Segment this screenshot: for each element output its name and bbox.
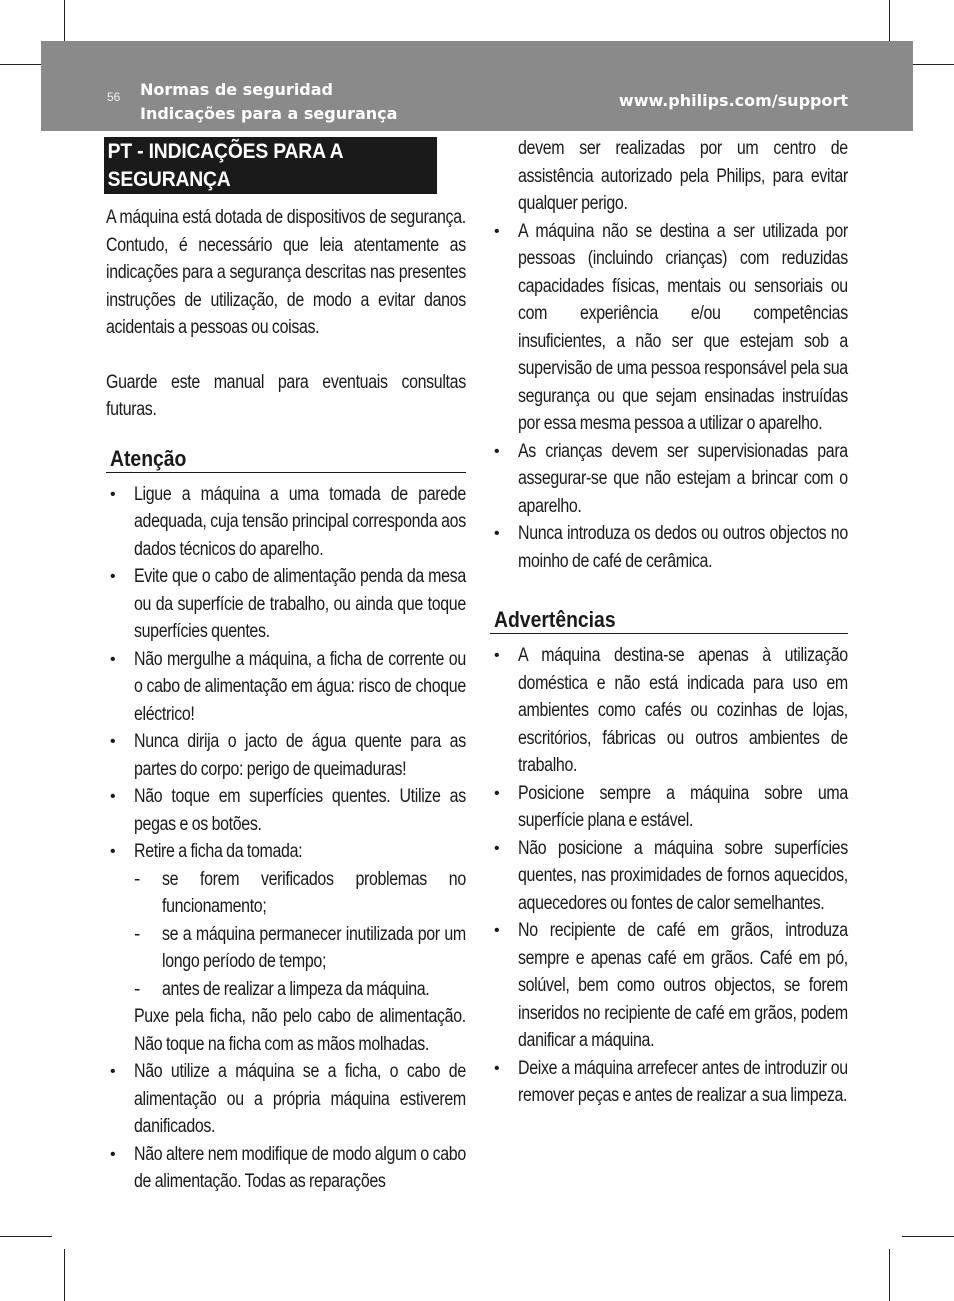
section-heading-attention: Atenção (106, 446, 466, 473)
keep-manual-paragraph: Guarde este manual para eventuais consultas futuras. (106, 371, 466, 420)
crop-mark (64, 1249, 65, 1301)
attention-list (106, 481, 466, 1196)
unplug-note: Puxe pela ficha, não pelo cabo de alimentação. Não toque na ficha com as mãos molhadas. (134, 1006, 466, 1055)
list-item: • Não toque em superfícies quentes. Utilize as pegas e os botões. (106, 783, 466, 838)
list-item: • As crianças devem ser supervisionadas para assegurar-se que não estejam a brincar com o aparelho. (490, 438, 848, 521)
sub-list-item: - antes de realizar a limpeza da máquina. (134, 976, 466, 1004)
list-item: • Retire a ficha da tomada: - se forem verificados problemas no funcionamento; - se a máquina permanecer inutilizada por um longo período de tempo; - antes de realizar a limpeza da máquina. Puxe pela ficha, não pelo cabo de alimentação. Não toque na ficha com as mãos molhadas. (106, 838, 466, 1058)
continued-list (490, 135, 848, 218)
header-title-pt: Indicações para a segurança (140, 104, 398, 123)
crop-mark (0, 1236, 52, 1237)
crop-mark (902, 1236, 954, 1237)
list-item: • No recipiente de café em grãos, introduza sempre e apenas café em grãos. Café em pó, solúvel, bem como outros objectos, se forem inseridos no recipiente de café em grãos, podem danificar a máquina. (490, 917, 848, 1055)
list-item: • Posicione sempre a máquina sobre uma superfície plana e estável. (490, 780, 848, 835)
list-item: • Ligue a máquina a uma tomada de parede adequada, cuja tensão principal corresponda aos dados técnicos do aparelho. (106, 481, 466, 564)
list-item: • A máquina destina-se apenas à utilização doméstica e não está indicada para uso em ambientes como cafés ou cozinhas de lojas, escritórios, fábricas ou outros ambientes de trabalho. (490, 642, 848, 780)
header-title-es: Normas de seguridad (140, 80, 334, 99)
left-column (106, 135, 466, 1196)
section-heading-warnings: Advertências (490, 607, 848, 634)
unplug-sublist (134, 866, 466, 1004)
list-item: • Não utilize a máquina se a ficha, o cabo de alimentação ou a própria máquina estiverem danificados. (106, 1058, 466, 1141)
right-column (490, 135, 848, 1110)
crop-mark (889, 1249, 890, 1301)
safety-list (490, 218, 848, 576)
intro-paragraph: A máquina está dotada de dispositivos de segurança. Contudo, é necessário que leia atentamente as indicações para a segurança descritas nas presentes instruções de utilização, de modo a evitar danos acidentais a pessoas ou coisas. (106, 207, 466, 338)
list-item: • Não altere nem modifique de modo algum o cabo de alimentação. Todas as reparações (106, 1141, 466, 1196)
sub-list-item: - se forem verificados problemas no funcionamento; (134, 866, 466, 921)
list-item: • A máquina não se destina a ser utilizada por pessoas (incluindo crianças) com reduzidas capacidades físicas, mentais ou sensoriais ou com experiência e/ou competências insuficientes, a não ser que estejam sob a supervisão de uma pessoa responsável pela sua segurança ou que sejam ensinadas instruídas por essa mesma pessoa a utilizar o aparelho. (490, 218, 848, 438)
list-item: • Nunca dirija o jacto de água quente para as partes do corpo: perigo de queimaduras! (106, 728, 466, 783)
list-item: • Deixe a máquina arrefecer antes de introduzir ou remover peças e antes de realizar a sua limpeza. (490, 1055, 848, 1110)
list-item: • Não posicione a máquina sobre superfícies quentes, nas proximidades de fornos aquecidos, aquecedores ou fontes de calor semelhantes. (490, 835, 848, 918)
list-item: • Evite que o cabo de alimentação penda da mesa ou da superfície de trabalho, ou ainda que toque superfícies quentes. (106, 563, 466, 646)
page-title: PT - INDICAÇÕES PARA A SEGURANÇA (104, 137, 437, 194)
page-number: 56 (107, 90, 121, 104)
page-header (41, 41, 913, 131)
warnings-list (490, 642, 848, 1110)
list-item-continuation: devem ser realizadas por um centro de assistência autorizado pela Philips, para evitar qualquer perigo. (518, 138, 848, 214)
sub-list-item: - se a máquina permanecer inutilizada por um longo período de tempo; (134, 921, 466, 976)
list-item: • Nunca introduza os dedos ou outros objectos no moinho de café de cerâmica. (490, 520, 848, 575)
support-url: www.philips.com/support (618, 91, 848, 110)
list-item: • Não mergulhe a máquina, a ficha de corrente ou o cabo de alimentação em água: risco de choque eléctrico! (106, 646, 466, 729)
